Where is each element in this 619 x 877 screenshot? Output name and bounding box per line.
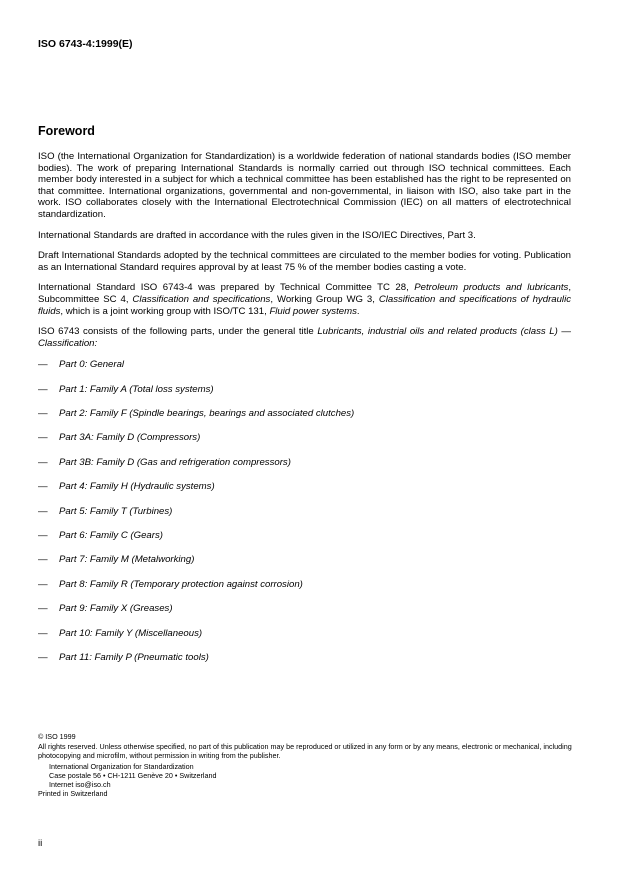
list-dash: — — [38, 359, 48, 371]
page-title: Foreword — [38, 124, 95, 138]
list-dash: — — [38, 652, 48, 663]
list-item-text: Part 3B: Family D (Gas and refrigeration compressors) — [59, 456, 291, 468]
preparation-tc-title: Petroleum products and lubricants — [414, 282, 569, 294]
rights-statement: All rights reserved. Unless otherwise specified, no part of this publication may be reproduced or utilized in any form or by any means, electronic or mechanical, including photocopying and microfilm, without permission in writing from the publisher. — [38, 742, 572, 761]
list-item-text: Part 7: Family M (Metalworking) — [59, 554, 195, 566]
document-id: ISO 6743-4:1999(E) — [38, 38, 133, 50]
list-item-text: Part 1: Family A (Total loss systems) — [59, 383, 214, 395]
paragraph-draft-standards: Draft International Standards adopted by the technical committees are circulated to the member bodies for voting. Publication as an International Standard requires approval by at least 75 % of the member bodies casting a vote. — [38, 250, 571, 273]
parts-general-title: Lubricants, industrial oils and related products (class L) — Classification: — [38, 326, 571, 349]
foreword-body — [38, 151, 571, 676]
preparation-text-g: , which is a joint working group with ISO/TC 131, — [60, 305, 270, 317]
list-dash: — — [38, 627, 48, 639]
list-item-text: Part 10: Family Y (Miscellaneous) — [59, 627, 203, 639]
list-item — [38, 579, 571, 603]
list-item-text: Part 2: Family F (Spindle bearings, bearings and associated clutches) — [59, 408, 355, 420]
paragraph-parts-intro — [38, 326, 571, 349]
list-dash: — — [38, 456, 48, 468]
preparation-tc131-title: Fluid power systems — [269, 305, 357, 317]
parts-intro-text: ISO 6743 consists of the following parts, under the general title — [38, 326, 318, 338]
list-item-text: Part 5: Family T (Turbines) — [59, 505, 173, 517]
list-item-text: Part 11: Family P (Pneumatic tools) — [59, 652, 209, 663]
list-item — [38, 481, 571, 505]
list-item — [38, 652, 571, 676]
list-item — [38, 408, 571, 432]
preparation-text-c: , Subcommittee SC 4, — [38, 282, 571, 305]
list-item — [38, 384, 571, 408]
list-dash: — — [38, 530, 48, 542]
list-item — [38, 554, 571, 578]
preparation-text-a: International Standard ISO 6743-4 was prepared by Technical Committee TC 28, — [38, 282, 415, 294]
list-item-text: Part 0: General — [59, 359, 125, 371]
printed-in: Printed in Switzerland — [38, 789, 108, 799]
list-item-text: Part 4: Family H (Hydraulic systems) — [59, 481, 215, 493]
list-item — [38, 530, 571, 554]
paragraph-preparation — [38, 282, 571, 317]
list-item-text: Part 8: Family R (Temporary protection against corrosion) — [59, 578, 303, 590]
organization-address: Case postale 56 • CH-1211 Genève 20 • Switzerland — [49, 770, 217, 780]
list-dash: — — [38, 383, 48, 395]
paragraph-directives: International Standards are drafted in accordance with the rules given in the ISO/IEC Directives, Part 3. — [38, 229, 476, 241]
list-dash: — — [38, 603, 48, 615]
list-dash: — — [38, 432, 48, 444]
page-number: ii — [38, 838, 43, 849]
organization-internet: Internet iso@iso.ch — [49, 780, 111, 790]
list-item — [38, 603, 571, 627]
preparation-text-i: . — [356, 305, 360, 317]
preparation-sc-title: Classification and specifications — [132, 293, 271, 305]
list-dash: — — [38, 554, 48, 566]
paragraph-iso-intro: ISO (the International Organization for Standardization) is a worldwide federation of national standards bodies (ISO member bodies). The work of preparing International Standards is normally carried out through ISO technical committees. Each member body interested in a subject for which a technical committee has been established has the right to be represented on that committee. International organizations, governmental and non-governmental, in liaison with ISO, also take part in the work. ISO collaborates closely with the International Electrotechnical Commission (IEC) on all matters of electrotechnical standardization. — [38, 151, 571, 220]
list-item — [38, 628, 571, 652]
list-dash: — — [38, 408, 48, 420]
list-item — [38, 432, 571, 456]
organization-name: International Organization for Standardization — [49, 761, 194, 771]
preparation-wg-title: Classification and specifications of hydraulic fluids — [38, 293, 571, 317]
list-item-text: Part 3A: Family D (Compressors) — [59, 432, 201, 444]
list-item — [38, 506, 571, 530]
parts-list — [38, 359, 571, 676]
preparation-text-e: , Working Group WG 3, — [270, 293, 379, 305]
list-item — [38, 359, 571, 383]
list-dash: — — [38, 505, 48, 517]
list-item-text: Part 9: Family X (Greases) — [59, 603, 173, 615]
copyright-notice: © ISO 1999 — [38, 732, 76, 741]
list-item — [38, 457, 571, 481]
list-item-text: Part 6: Family C (Gears) — [59, 530, 163, 542]
list-dash: — — [38, 481, 48, 493]
list-dash: — — [38, 578, 48, 590]
copyright-block — [38, 732, 578, 798]
